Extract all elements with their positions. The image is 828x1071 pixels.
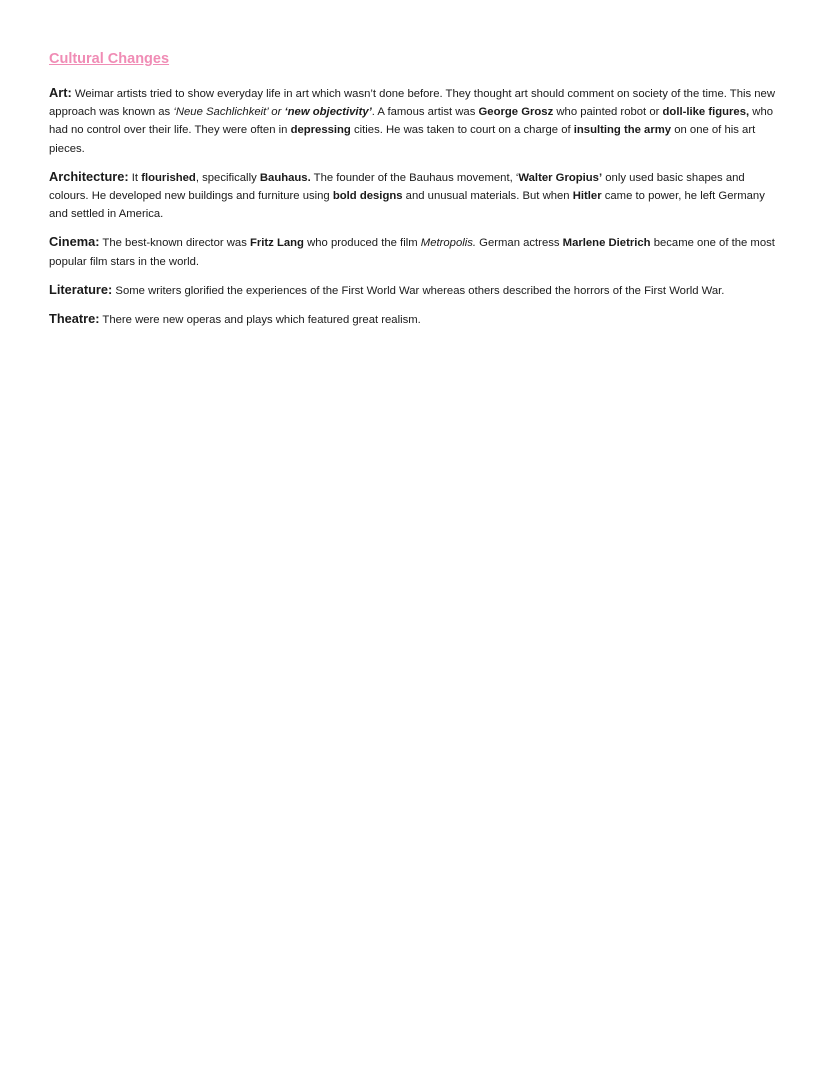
body-text: Weimar artists tried to show everyday life in art which wasn’t done before. They thought art should comment on society of the time. This new approach was known as	[49, 88, 776, 119]
section-paragraph	[49, 233, 784, 270]
body-text: It	[128, 171, 142, 184]
body-text: became one of the most popular film stars in the world.	[49, 237, 775, 268]
body-text: only used basic shapes and colours. He developed new buildings and furniture using	[49, 171, 745, 203]
section-heading: Theatre:	[49, 311, 100, 327]
emphasized-text: bold designs	[332, 190, 403, 203]
body-text: German actress	[476, 237, 563, 250]
emphasized-text: ‘new objectivity’	[284, 106, 372, 119]
emphasized-text: insulting the army	[573, 124, 672, 137]
emphasized-text: Fritz Lang	[249, 237, 304, 250]
section-heading: Art:	[49, 85, 72, 100]
section-paragraph	[49, 84, 784, 158]
body-text: , specifically	[195, 171, 260, 184]
document-page	[49, 48, 784, 339]
page-title: Cultural Changes	[49, 51, 170, 67]
emphasized-text: Bauhaus.	[259, 171, 311, 184]
body-text: who painted robot or	[553, 106, 663, 119]
emphasized-text: George Grosz	[478, 106, 554, 119]
section-paragraph	[49, 281, 784, 300]
emphasized-text: Walter Gropius’	[518, 171, 603, 184]
body-text: . A famous artist was	[371, 106, 479, 119]
section-paragraph	[49, 310, 784, 329]
body-text: came to power, he left Germany and settled in America.	[49, 190, 765, 221]
section-heading: Architecture:	[49, 168, 129, 184]
body-text: There were new operas and plays which featured great realism.	[99, 314, 421, 327]
body-text: on one of his art pieces.	[49, 124, 756, 155]
body-text: cities. He was taken to court on a charge of	[350, 124, 574, 137]
emphasized-text: Hitler	[572, 190, 602, 203]
sections-container	[49, 84, 784, 329]
body-text: who had no control over their life. They were often in	[49, 106, 774, 137]
body-text: Some writers glorified the experiences of the First World War whereas others described the horrors of the First World War.	[112, 284, 725, 297]
body-text: ‘Neue Sachlichkeit’ or	[173, 106, 285, 119]
section-paragraph	[49, 168, 784, 224]
body-text: and unusual materials. But when	[402, 190, 573, 203]
body-text: who produced the film	[303, 237, 421, 250]
body-text: Metropolis.	[420, 237, 477, 250]
emphasized-text: doll-like figures,	[662, 106, 750, 119]
emphasized-text: depressing	[290, 124, 351, 137]
section-heading: Cinema:	[49, 234, 100, 250]
body-text: The founder of the Bauhaus movement, ‘	[310, 171, 519, 184]
section-heading: Literature:	[49, 281, 113, 297]
emphasized-text: Marlene Dietrich	[562, 237, 651, 250]
emphasized-text: flourished	[141, 171, 196, 184]
body-text: The best-known director was	[99, 237, 250, 250]
